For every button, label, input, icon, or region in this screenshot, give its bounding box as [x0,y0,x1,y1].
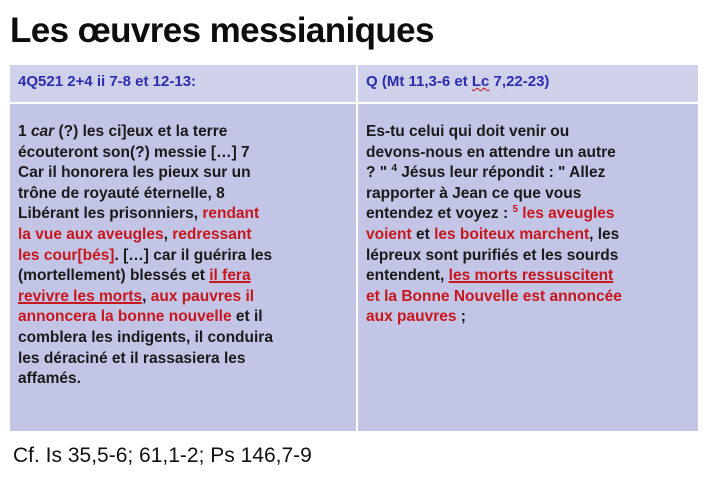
text-line [18,349,348,370]
text-segment: rapporter à Jean ce que vous [366,184,582,202]
highlighted-text: il fera [209,267,251,285]
header-q-lc: Lc [471,73,490,90]
comparison-table [10,65,698,431]
text-line [366,246,690,267]
text-line [18,369,348,390]
highlighted-text: les cour[bés] [18,246,115,264]
highlighted-text: la vue aux aveugles [18,225,164,243]
highlighted-text: voient [366,225,412,243]
text-segment: , [163,225,173,243]
text-line [366,184,690,205]
text-line [18,307,348,328]
text-segment: (mortellement) blessés et [18,267,210,285]
text-segment: car [30,123,55,140]
text-segment: et [411,225,435,243]
text-line [366,143,690,164]
text-line [18,143,348,164]
text-line [18,204,348,225]
header-q-suffix: 7,22-23) [489,73,550,90]
column-body-q [358,104,698,431]
text-segment: les déraciné et il rassasiera les [18,349,246,367]
text-segment: entendez et voyez : [366,205,513,223]
header-q-prefix: Q (Mt 11,3-6 et [366,73,472,90]
column-body-4q521 [10,104,356,431]
text-segment: lépreux sont purifiés et les sourds [366,246,619,264]
highlighted-text: les morts ressuscitent [448,267,614,285]
text-line [18,266,348,287]
text-line [18,225,348,246]
text-segment: et il [231,308,263,326]
footer-references: Cf. Is 35,5-6; 61,1-2; Ps 146,7-9 [13,444,312,467]
highlighted-text: annoncera la bonne nouvelle [18,308,232,326]
text-segment: ? " [366,164,392,182]
text-segment: (?) les ci]eux et la terre [54,123,228,140]
column-q [358,65,698,431]
slide-title: Les œuvres messianiques [10,11,434,50]
column-header-4q521: 4Q521 2+4 ii 7-8 et 12-13: [10,65,356,102]
text-segment: 1 [18,123,31,140]
text-segment: Libérant les prisonniers, [18,205,203,223]
column-header-q [358,65,698,102]
text-line [366,225,690,246]
highlighted-text: aux pauvres il [150,287,255,305]
text-segment: , [142,287,151,305]
text-segment: . […] car il guérira les [114,246,273,264]
text-line [18,184,348,205]
text-segment: Car il honorera les pieux sur un [18,164,251,182]
text-line [366,122,690,143]
highlighted-text: aux pauvres [366,308,457,326]
text-line [366,266,690,287]
highlighted-text: les aveugles [518,205,615,223]
highlighted-text: redressant [172,225,252,243]
highlighted-text: revivre les morts [18,287,143,305]
text-segment: Es-tu celui qui doit venir ou [366,123,570,140]
text-line [366,287,690,308]
verse-number: 5 [512,204,518,216]
text-segment: , les [589,225,620,243]
text-segment: écouteront son(?) messie […] 7 [18,143,250,161]
verse-number: 4 [391,163,397,175]
highlighted-text: et la Bonne Nouvelle est annoncée [366,287,622,305]
text-line [366,204,690,225]
text-segment: comblera les indigents, il conduira [18,328,273,346]
text-segment: devons-nous en attendre un autre [366,143,616,161]
text-line [18,246,348,267]
highlighted-text: les boiteux marchent [434,225,590,243]
text-line [366,163,690,184]
text-segment: entendent, [366,267,449,285]
text-line [18,163,348,184]
text-line [18,122,348,143]
text-segment: trône de royauté éternelle, 8 [18,184,225,202]
highlighted-text: rendant [202,205,260,223]
text-segment: Jésus leur répondit : " Allez [397,164,606,182]
text-line [18,287,348,308]
text-line [366,307,690,328]
column-4q521 [10,65,356,431]
text-line [18,328,348,349]
text-segment: affamés. [18,370,81,388]
text-segment: ; [456,308,466,326]
